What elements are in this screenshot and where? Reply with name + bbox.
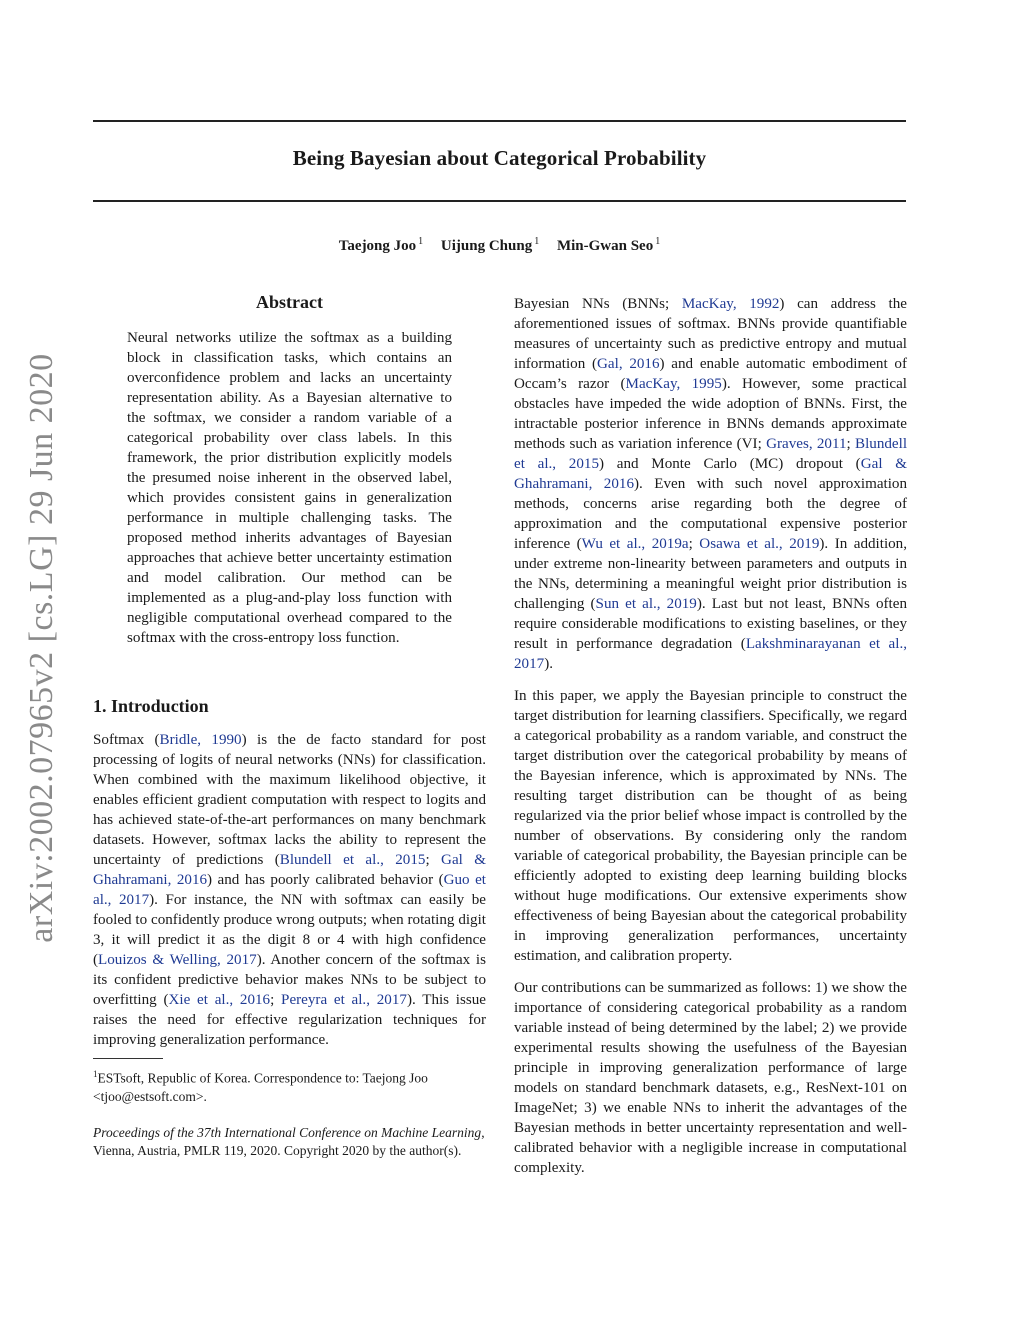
body-paragraph: In this paper, we apply the Bayesian principle to construct the target distribution for learning classifiers. Specifically, we regard a categorical probability as a random variable, and construct the target distribution over the categorical probability by means of the Bayesian inference, which is approximated by NNs. The resulting target distribution can be thought of as being regularized via the prior belief whose impact is controlled by the number of observations. By considering only the random variable of categorical probability, the Bayesian principle can be efficiently adopted to existing deep learning building blocks without huge modifications. Our extensive experiments show effectiveness of being Bayesian about the categorical probability in improving generalization performances, uncertainty estimation, and calibration property. (514, 688, 907, 964)
text-run: ). This issue raises the need for effective regularization techniques for improving generalization performance. (93, 992, 486, 1048)
citation-link[interactable]: Sun et al., 2019 (595, 596, 697, 612)
text-run: ). Last but not least, BNNs often require considerable modifications to existing baselines, or they result in performance degradation ( (514, 596, 907, 652)
footnote-text: ESTsoft, Republic of Korea. Correspondence to: Taejong Joo <tjoo@estsoft.com>. (93, 1070, 428, 1104)
text-run: ). In addition, under extreme non-linearity between parameters and outputs in the NNs, determining a meaningful weight prior distribution is challenging ( (514, 536, 908, 612)
text-run: ). Even with such novel approximation methods, concerns arise regarding both the degree of approximation and the computational expensive posterior inference ( (514, 476, 907, 552)
arxiv-identifier[interactable]: arXiv:2002.07965v2 [cs.LG] 29 Jun 2020 (23, 353, 60, 943)
paper-title: Being Bayesian about Categorical Probability (292, 146, 707, 170)
right-column (514, 294, 907, 1178)
citation-link[interactable]: Gal & Ghahramani, 2016 (93, 852, 486, 888)
author-name: Taejong Joo (338, 238, 417, 254)
citation-link[interactable]: Pereyra et al., 2017 (281, 992, 407, 1008)
affiliation-mark: 1 (655, 236, 661, 247)
text-run: ; (846, 436, 856, 452)
citation-link[interactable]: Guo et al., 2017 (93, 872, 486, 908)
citation-link[interactable]: Gal & Ghahramani, 2016 (514, 456, 907, 492)
text-run: ; (425, 852, 442, 868)
abstract-heading: Abstract (256, 292, 323, 312)
text-run: ). For instance, the NN with softmax can easily be fooled to confidently produce wrong outputs; when rotating digit 3, it will predict it as the digit 8 or 4 with high confidence ( (93, 892, 486, 968)
intro-paragraph (93, 730, 486, 1050)
text-run: ; (688, 536, 700, 552)
proceedings-venue: Proceedings of the 37th International Conference on Machine Learning (93, 1124, 482, 1140)
citation-link[interactable]: Gal, 2016 (597, 356, 660, 372)
title-rule-bottom (93, 200, 906, 202)
text-run: Softmax ( (93, 732, 160, 748)
citation-link[interactable]: Wu et al., 2019a (581, 536, 689, 552)
citation-link[interactable]: Osawa et al., 2019 (699, 536, 820, 552)
author (557, 238, 660, 254)
text-run: ) and Monte Carlo (MC) dropout ( (599, 456, 861, 472)
citation-link[interactable]: Blundell et al., 2015 (279, 852, 426, 868)
citation-link[interactable]: Graves, 2011 (766, 436, 847, 452)
section-heading-introduction: 1. Introduction (93, 696, 209, 716)
author (441, 238, 539, 254)
text-run: ) and enable automatic embodiment of Occam’s razor ( (514, 356, 907, 392)
author-list (93, 236, 906, 255)
text-run: ) is the de facto standard for post processing of logits of neural networks (NNs) for classification. When combined with the maximum likelihood objective, it enables efficient gradient computation with respect to logits and has achieved state-of-the-art performances on many benchmark datasets. However, softmax lacks the ability to represent the uncertainty of predictions ( (93, 732, 486, 868)
proceedings-note (93, 1124, 486, 1160)
footnote-rule (93, 1058, 163, 1059)
text-run: ). However, some practical obstacles have impeded the wide adoption of BNNs. First, the intractable posterior inference in BNNs demands approximate methods such as variation inference (VI; (514, 376, 907, 452)
affiliation-mark: 1 (534, 236, 540, 247)
footnote-mark: 1 (93, 1069, 98, 1079)
body-paragraph: Our contributions can be summarized as follows: 1) we show the importance of considering categorical probability as a random variable instead of being determined by the label; 2) we provide experimental results showing the usefulness of the Bayesian principle in improving generalization performance of large models on standard benchmark datasets, e.g., ResNext-101 on ImageNet; 3) we enable NNs to inherit the advantages of the Bayesian methods in better uncertainty representation and well-calibrated behavior with a negligible increase in computational complexity. (514, 980, 907, 1176)
text-run: ). Another concern of the softmax is its confident predictive behavior makes NNs to be subject to overfitting ( (93, 952, 486, 1008)
citation-link[interactable]: Louizos & Welling, 2017 (98, 952, 257, 968)
author-name: Min-Gwan Seo (556, 238, 654, 254)
footnote (93, 1065, 486, 1106)
citation-link[interactable]: MacKay, 1992 (681, 296, 780, 312)
citation-link[interactable]: Lakshminarayanan et al., 2017 (514, 636, 907, 672)
text-run: ). (544, 656, 553, 672)
abstract-text: Neural networks utilize the softmax as a building block in classification tasks, which contains an overconfidence problem and lacks an uncertainty representation ability. As a Bayesian alternative to the softmax, we consider a random variable of a categorical probability over class labels. In this framework, the prior distribution explicitly models the presumed noise inherent in the observed label, which provides consistent gains in generalization performance in multiple challenging tasks. The proposed method inherits advantages of Bayesian approaches that achieve better uncertainty estimation and model calibration. Our method can be implemented as a plug-and-play loss function with negligible computational overhead compared to the softmax with the cross-entropy loss function. (127, 330, 452, 646)
affiliation-mark: 1 (418, 236, 424, 247)
citation-link[interactable]: Xie et al., 2016 (168, 992, 271, 1008)
left-column (93, 290, 486, 1160)
proceedings-details: , Vienna, Austria, PMLR 119, 2020. Copyright 2020 by the author(s). (93, 1124, 485, 1158)
text-run: ) and has poorly calibrated behavior ( (207, 872, 444, 888)
title-rule-top (93, 120, 906, 122)
citation-link[interactable]: MacKay, 1995 (625, 376, 722, 392)
citation-link[interactable]: Bridle, 1990 (159, 732, 242, 748)
text-run: ) can address the aforementioned issues of softmax. BNNs provide quantifiable measures of uncertainty such as predictive entropy and mutual information ( (514, 296, 907, 372)
body-paragraph (514, 294, 907, 674)
text-run: ; (270, 992, 282, 1008)
author-name: Uijung Chung (440, 238, 533, 254)
author (339, 238, 423, 254)
text-run: Bayesian NNs (BNNs; (514, 296, 682, 312)
citation-link[interactable]: Blundell et al., 2015 (514, 436, 908, 472)
